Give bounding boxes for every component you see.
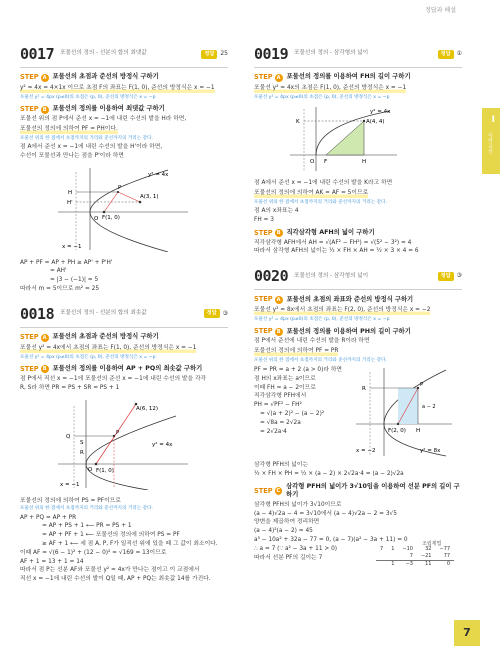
- point-a-label: A(4, 4): [366, 119, 385, 126]
- step-title: 포물선의 정의를 이용하여 AP + PQ의 최솟값 구하기: [52, 365, 203, 373]
- table-cell: −77: [439, 546, 451, 553]
- problem-number: 0019: [254, 45, 289, 63]
- solution-line: 포물선 y² = 4x의 초점은 F(1, 0), 준선의 방정식은 x = −1: [254, 85, 407, 92]
- focus-label: F(1, 0): [96, 468, 114, 475]
- svg-text:O: O: [94, 216, 99, 223]
- svg-text:P: P: [118, 185, 122, 192]
- answer-badge: 정답: [438, 50, 454, 59]
- step-letter: B: [41, 365, 49, 373]
- chapter-name: 이차곡선: [488, 133, 493, 155]
- svg-text:S: S: [80, 440, 84, 447]
- table-row: [376, 560, 454, 567]
- synthetic-division-table: [376, 546, 454, 567]
- solution-line: 따라서 점 P는 선분 AF와 포물선 y² = 4x가 만나는 점이고 이 교점에서: [20, 567, 200, 574]
- chapter-number: I: [491, 115, 495, 125]
- table-cell: 7: [409, 552, 413, 559]
- answer-value: ③: [222, 309, 228, 317]
- point-p-label: P: [420, 382, 424, 389]
- step-title: 포물선의 초점과 준선의 방정식 구하기: [52, 73, 159, 81]
- solution-line: AP + PQ = AP + PR: [20, 514, 77, 521]
- problem-0019: [254, 44, 462, 256]
- step-b: [254, 229, 462, 238]
- problem-number: 0017: [20, 45, 55, 63]
- step-label: STEP: [254, 327, 273, 336]
- curve-equation-label: y² = 4x: [370, 109, 391, 116]
- solution-line: 포물선의 정의에 의하여 PS = PF이므로: [20, 497, 121, 504]
- solution-line: 삼각형 PFH의 넓이는: [254, 462, 309, 469]
- step-a: [20, 73, 228, 82]
- svg-text:O: O: [310, 159, 315, 166]
- step-letter: A: [41, 74, 49, 82]
- solution-line: 이때 FH = a − 2이므로: [254, 384, 316, 391]
- step-a: [254, 73, 462, 82]
- solution-line: R, S라 하면 PR = PS + SR = PS + 1: [20, 384, 120, 391]
- focus-label: F(1, 0): [102, 215, 120, 222]
- problem-title: 포물선의 정의 - 삼각형의 넓이: [294, 50, 369, 57]
- work-lines: [254, 366, 354, 461]
- problem-0018: [20, 304, 228, 584]
- step-letter: A: [275, 296, 283, 304]
- table-cell: 0: [436, 560, 455, 567]
- hint-note: 포물선 위의 한 점에서 초점까지의 거리와 준선까지의 거리는 같다.: [20, 506, 153, 512]
- focus-label: F(2, 0): [388, 428, 406, 435]
- step-letter: C: [276, 488, 281, 495]
- step-label: STEP: [254, 295, 273, 304]
- solution-line: = AP + PF + 1 ⟵ 포물선의 정의에 의하여 PS = PF: [42, 532, 180, 539]
- parabola-figure-0019: [282, 105, 462, 176]
- parabola-figure-0018: [48, 396, 228, 493]
- solution-line: AP + PF = AP + PH ≥ AP' + P'H': [20, 259, 113, 266]
- header-note: 정답과 해설: [425, 7, 456, 14]
- step-a: [20, 333, 228, 342]
- solution-line: a³ − 10a² + 32a − 77 = 0, (a − 7)(a² − 3a + 11) = 0: [254, 537, 408, 543]
- table-row: [376, 546, 454, 553]
- answer-value: ①: [456, 50, 462, 58]
- solution-line: 포물선 y² = 4x에서 초점의 좌표는 F(1, 0), 준선의 방정식은 x = −1: [20, 344, 197, 351]
- step-letter: A: [41, 334, 49, 342]
- table-cell: −21: [420, 552, 432, 559]
- figure-svg: [282, 105, 402, 173]
- answer-badge: 정답: [204, 309, 220, 318]
- solution-line: 삼각형 PFH의 넓이가 3√10이므로: [254, 501, 342, 508]
- solution-line: 점 P에서 직선 x = −1에 포물선의 준선 x = −1에 내린 수선의 발을 각각: [20, 375, 207, 382]
- solution-line: = AP + PS + 1 ⟵ PR = PS + 1: [42, 523, 132, 530]
- right-column: [254, 44, 462, 567]
- step-label: STEP: [20, 73, 39, 82]
- solution-line: ≥ AF + 1 ⟵ 세 점 A, P, F가 일직선 위에 있을 때 그 값이 최소이다.: [42, 541, 218, 547]
- directrix-label: x = −1: [60, 482, 80, 489]
- svg-text:Q: Q: [66, 434, 71, 441]
- foot-k-label: K: [296, 119, 300, 126]
- hint-note: 포물선 위의 한 점에서 초점까지의 거리와 준선까지의 거리는 같다.: [254, 357, 387, 363]
- synthetic-division-label: 조립제법: [422, 541, 442, 548]
- figure-svg: [48, 164, 198, 252]
- foot-h-label: H: [416, 428, 421, 435]
- point-a-label: A(6, 12): [136, 406, 159, 413]
- step-label: STEP: [254, 486, 273, 495]
- table-cell: [387, 553, 398, 560]
- step-label: STEP: [20, 364, 39, 373]
- step-letter: B: [275, 229, 283, 237]
- solution-line: = |3 − (−1)| = 5: [50, 277, 99, 284]
- solution-line: 따라서 m = 5이므로 m² = 25: [20, 286, 100, 292]
- problem-header: [254, 44, 462, 68]
- solution-line: 포물선의 정의에 의하여 PF = PR: [254, 348, 339, 355]
- solution-line: PF = PR = a + 2 (a > 0)라 하면: [254, 367, 343, 374]
- solution-line: y² = 4x = 4×1x 이므로 초점 F의 좌표는 F(1, 0), 준선의 방정식은 x = −1: [20, 85, 215, 92]
- step-letter: B: [275, 328, 283, 336]
- left-column: [20, 44, 228, 585]
- solution-line: PH = √PF² − FH²: [254, 402, 302, 409]
- answer-badge: 정답: [438, 272, 454, 281]
- solution-line: 포물선 y² = 8x에서 초점의 좌표는 F(2, 0), 준선의 방정식은 x = −2: [254, 307, 431, 314]
- work-with-figure: [254, 366, 462, 461]
- step-label: STEP: [254, 228, 273, 237]
- solution-line: (a − 4)√2a − 4 = 3√10에서 (a − 4)√2a − 2 = 3√5: [254, 510, 397, 517]
- table-cell: −3: [398, 560, 417, 567]
- problem-header: [254, 266, 462, 290]
- step-c: [254, 483, 462, 500]
- problem-title: 포물선의 정의 - 삼각형의 넓이: [294, 272, 369, 279]
- table-cell: 11: [417, 560, 436, 567]
- solution-line: 직각삼각형 AFH에서 AH = √(AF² − FH²) = √(5² − 3²) = 4: [254, 239, 412, 246]
- problem-number: 0020: [254, 267, 289, 286]
- problem-0020: [254, 266, 462, 567]
- problem-header: [20, 44, 228, 68]
- table-cell: −10: [402, 546, 413, 553]
- solution-line: 수선이 포물선과 만나는 점을 P'이라 하면: [20, 152, 124, 159]
- parabola-figure-0020: [354, 366, 454, 461]
- solution-line: 직선 x = −1에 내린 수선의 발이 Q일 때, AP + PQ는 최솟값 14를 가진다.: [20, 576, 211, 583]
- svg-text:P: P: [116, 430, 120, 437]
- step-b: [20, 365, 228, 374]
- parabola-figure-0017: [48, 164, 228, 255]
- solution-line: 포물선의 정의에 의하여 PF = PH이다.: [20, 125, 118, 132]
- problem-header: [20, 304, 228, 328]
- step-title: 포물선의 정의를 이용하여 최댓값 구하기: [52, 105, 165, 113]
- segment-label: a − 2: [422, 404, 436, 411]
- solution-line: 이때 AF = √(6 − 1)² + (12 − 0)² = √169 = 13이므로: [20, 549, 167, 556]
- foot-r-label: R: [362, 386, 366, 393]
- table-row: [376, 553, 454, 560]
- solution-line: 포물선의 정의에 의하여 AK = AF = 5이므로: [254, 190, 369, 197]
- step-title: 포물선의 초점과 준선의 방정식 구하기: [52, 333, 159, 341]
- directrix-label: x = −2: [356, 448, 376, 455]
- figure-svg: [354, 366, 454, 458]
- solution-line: = AH': [50, 268, 67, 275]
- svg-text:H: H: [68, 190, 73, 197]
- solution-line: 점 P에서 준선에 내린 수선의 발을 R이라 하면: [254, 338, 370, 345]
- solution-line: 포물선 위의 점 P에서 준선 x = −1에 내린 수선의 발을 H라 하면,: [20, 116, 187, 123]
- solution-line: AF + 1 = 13 + 1 = 14: [20, 558, 84, 565]
- solution-line: 점 A에서 준선 x = −1에 내린 수선의 발을 K라고 하면: [254, 180, 393, 187]
- step-a: [254, 295, 462, 304]
- curve-equation-label: y² = 4x: [152, 442, 173, 449]
- solution-line: FH = 3: [254, 216, 274, 223]
- problem-number: 0018: [20, 304, 55, 323]
- hint-note: 포물선 y² = 4px (p≠0)의 초점은 (p, 0), 준선의 방정식은 x = −p: [254, 317, 390, 323]
- solution-line: = √8a = 2√2a: [260, 419, 301, 426]
- solution-line: 점 A의 x좌표는 4: [254, 208, 299, 215]
- answer-badge: 정답: [201, 50, 217, 59]
- hint-note: 포물선 위의 한 점에서 초점까지의 거리와 준선까지의 거리는 같다.: [254, 199, 387, 205]
- table-cell: [376, 560, 387, 567]
- answer-value: ③: [456, 272, 462, 280]
- step-title: 포물선의 정의를 이용하여 PH의 길이 구하기: [286, 327, 411, 335]
- solution-line: 직각삼각형 PFH에서: [254, 393, 307, 400]
- step-title: 포물선의 초점의 좌표와 준선의 방정식 구하기: [286, 295, 414, 303]
- solution-line: = √(a + 2)² − (a − 2)²: [260, 411, 325, 418]
- step-title: 포물선의 정의를 이용하여 FH의 길이 구하기: [286, 73, 411, 81]
- hint-note: 포물선 위의 한 점에서 초점까지의 거리와 준선까지의 거리는 같다.: [20, 135, 153, 141]
- svg-text:H': H': [67, 200, 73, 207]
- solution-line: 따라서 선분 PF의 길이는 7: [254, 554, 323, 561]
- step-letter: A: [275, 74, 283, 82]
- directrix-label: x = −1: [62, 244, 82, 251]
- solution-line: 따라서 삼각형 AFH의 넓이는 ½ × FH × AH = ½ × 3 × 4 = 6: [254, 248, 419, 255]
- hint-note: 포물선 y² = 4px (p≠0)의 초점은 (p, 0), 준선의 방정식은 x = −p: [20, 354, 156, 360]
- problem-title: 포물선의 정의 - 선분의 합의 최솟값: [60, 310, 147, 317]
- table-cell: 7: [380, 546, 384, 553]
- step-b: [254, 327, 462, 336]
- table-cell: 77: [443, 552, 451, 559]
- point-a-label: A(3, 1): [140, 194, 159, 201]
- solution-line: 점 H의 x좌표는 a이므로: [254, 375, 316, 382]
- solution-line: ∴ a = 7 (∵ a² − 3a + 11 > 0): [254, 545, 338, 552]
- step-label: STEP: [20, 105, 39, 114]
- step-label: STEP: [20, 333, 39, 342]
- hint-note: 포물선 y² = 4px (p≠0)의 초점은 (p, 0), 준선의 방정식은 x = −p: [254, 94, 390, 100]
- foot-h-label: H: [362, 159, 367, 166]
- figure-svg: [48, 396, 198, 490]
- solution-line: 양변을 제곱하여 정리하면: [254, 519, 320, 526]
- table-cell: 1: [391, 546, 395, 553]
- solution-line: (a − 4)²(a − 2) = 45: [254, 528, 313, 535]
- problem-title: 포물선의 정의 - 선분의 합의 최댓값: [60, 50, 147, 57]
- curve-equation-label: y² = 8x: [420, 448, 441, 455]
- step-title: 삼각형 PFH의 넓이가 3√10임을 이용하여 선분 PF의 길이 구하기: [286, 482, 460, 499]
- focus-label: F: [324, 159, 328, 166]
- step-b: [20, 105, 228, 114]
- svg-text:R: R: [80, 450, 84, 457]
- curve-equation-label: y² = 4x: [148, 172, 169, 179]
- step-label: STEP: [254, 73, 273, 82]
- answer-value: 25: [220, 50, 228, 58]
- svg-text:O: O: [88, 467, 93, 474]
- step-title: 직각삼각형 AFH의 넓이 구하기: [286, 228, 375, 236]
- problem-0017: [20, 44, 228, 294]
- table-cell: 1: [387, 560, 398, 567]
- hint-note: 포물선 y² = 4px (p≠0)의 초점은 (p, 0), 준선의 방정식은 x = −p: [20, 94, 156, 100]
- table-cell: [376, 553, 387, 560]
- step-letter: B: [41, 106, 49, 114]
- solution-line: = 2√2a·4: [260, 428, 287, 435]
- page-number: 7: [454, 620, 480, 646]
- table-cell: 32: [425, 546, 432, 553]
- solution-line: ½ × FH × PH = ½ × (a − 2) × 2√2a·4 = (a − 2)√2a: [254, 470, 404, 477]
- solution-line: 점 A에서 준선 x = −1에 내린 수선의 발을 H'이라 하면,: [20, 143, 163, 150]
